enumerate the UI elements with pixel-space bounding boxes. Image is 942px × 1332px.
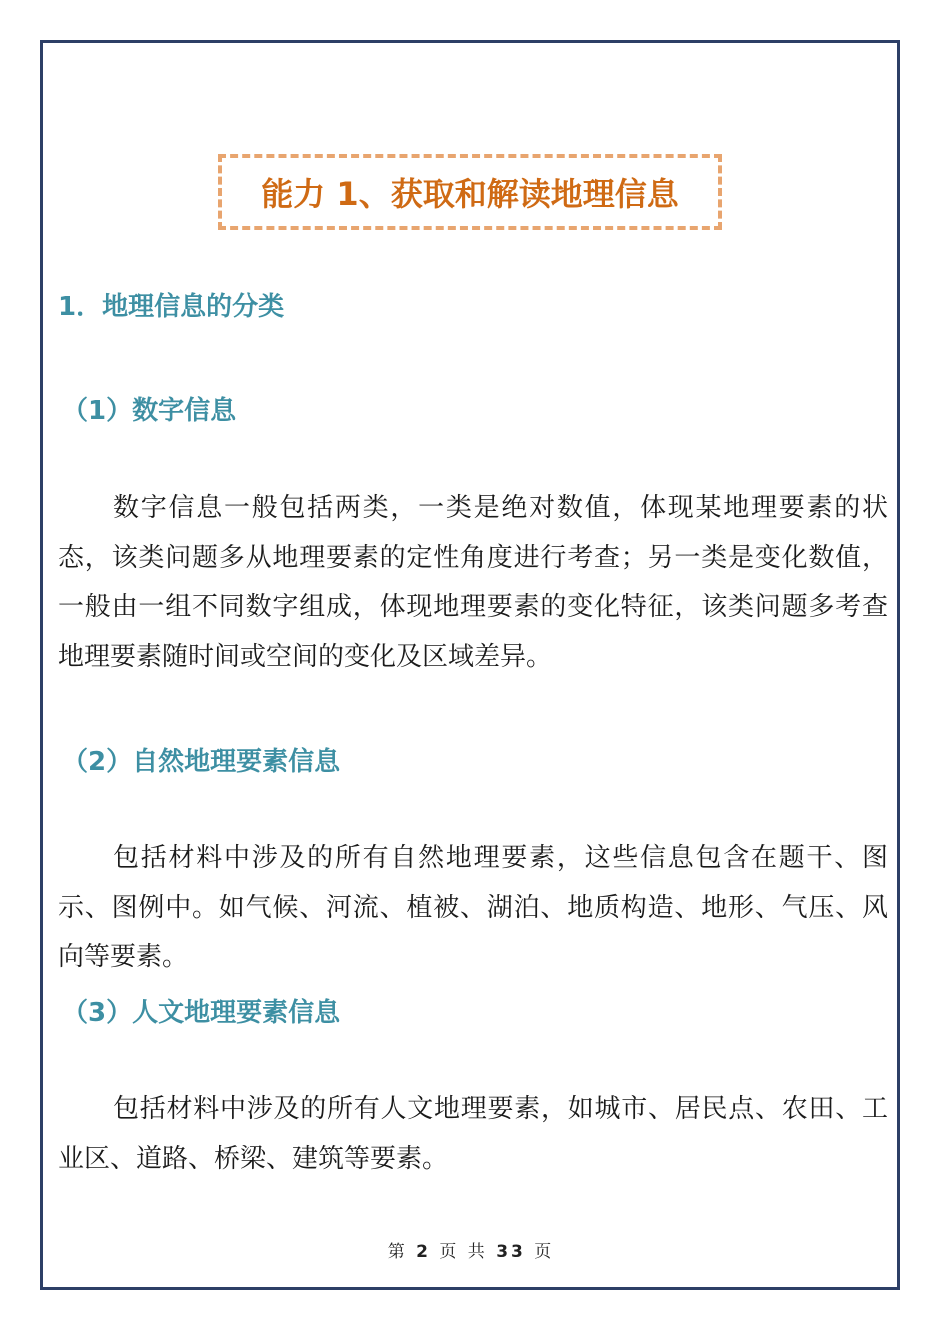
page-title: 能力 1、获取和解读地理信息 (261, 175, 679, 213)
section-heading-classification: 1．地理信息的分类 (58, 292, 285, 322)
paragraph-human-geo-info: 包括材料中涉及的所有人文地理要素，如城市、居民点、农田、工业区、道路、桥梁、建筑等要素。 (58, 1094, 888, 1174)
footer-suffix: 页 (534, 1242, 555, 1262)
page-number-footer (0, 1237, 942, 1262)
footer-total-pages: 33 (496, 1242, 526, 1262)
paragraph-numeric-info: 数字信息一般包括两类，一类是绝对数值，体现某地理要素的状态，该类问题多从地理要素的定性角度进行考查；另一类是变化数值，一般由一组不同数字组成，体现地理要素的变化特征，该类问题多考查地理要素随时间或空间的变化及区域差异。 (58, 493, 888, 672)
subheading-physical-geo-info: （2）自然地理要素信息 (62, 747, 341, 777)
subheading-numeric-info: （1）数字信息 (62, 396, 237, 426)
title-box (218, 154, 722, 230)
footer-middle: 页 共 (439, 1242, 488, 1262)
paragraph-physical-geo-info: 包括材料中涉及的所有自然地理要素，这些信息包含在题干、图示、图例中。如气候、河流、植被、湖泊、地质构造、地形、气压、风向等要素。 (58, 843, 888, 972)
subheading-human-geo-info: （3）人文地理要素信息 (62, 998, 341, 1028)
footer-page-number: 2 (416, 1242, 431, 1262)
footer-prefix: 第 (387, 1242, 408, 1262)
